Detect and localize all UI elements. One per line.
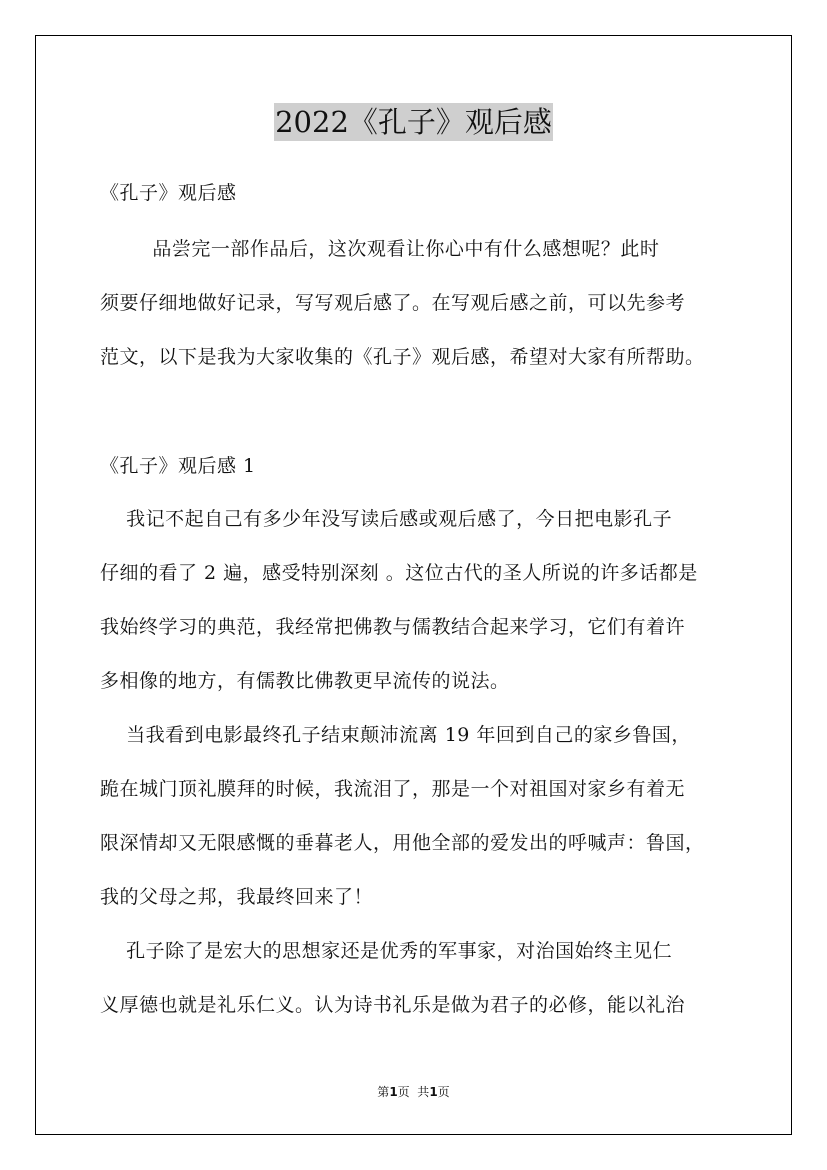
footer-total-pages: 1	[429, 1085, 438, 1099]
footer-suffix: 页	[437, 1085, 450, 1099]
paragraph-line: 限深情却又无限感慨的垂暮老人，用他全部的爱发出的呼喊声：鲁国，	[100, 832, 705, 854]
paragraph-line: 品尝完一部作品后，这次观看让你心中有什么感想呢？此时	[100, 238, 660, 260]
section-heading: 《孔子》观后感	[100, 182, 237, 204]
footer-prefix: 第	[377, 1085, 390, 1099]
section-heading: 《孔子》观后感 1	[100, 455, 256, 477]
title-wrap	[0, 103, 827, 141]
paragraph-line: 孔子除了是宏大的思想家还是优秀的军事家，对治国始终主见仁	[100, 940, 673, 962]
paragraph-line: 须要仔细地做好记录，写写观后感了。在写观后感之前，可以先参考	[100, 292, 686, 314]
paragraph-line: 多相像的地方，有儒教比佛教更早流传的说法。	[100, 670, 510, 692]
footer-current-page: 1	[389, 1085, 398, 1099]
paragraph-line: 仔细的看了 2 遍，感受特别深刻 。这位古代的圣人所说的许多话都是	[100, 562, 698, 584]
paragraph-line: 跪在城门顶礼膜拜的时候，我流泪了，那是一个对祖国对家乡有着无	[100, 778, 686, 800]
document-title: 2022《孔子》观后感	[275, 105, 552, 139]
paragraph-line: 我的父母之邦，我最终回来了！	[100, 886, 374, 908]
page-footer	[0, 1084, 827, 1100]
paragraph-line: 我始终学习的典范，我经常把佛教与儒教结合起来学习，它们有着许	[100, 616, 686, 638]
paragraph-line: 义厚德也就是礼乐仁义。认为诗书礼乐是做为君子的必修，能以礼治	[100, 994, 686, 1016]
paragraph-line: 我记不起自己有多少年没写读后感或观后感了，今日把电影孔子	[100, 508, 673, 530]
paragraph-line: 当我看到电影最终孔子结束颠沛流离 19 年回到自己的家乡鲁国，	[100, 724, 691, 746]
footer-mid: 页 共	[397, 1085, 430, 1099]
paragraph-line: 范文，以下是我为大家收集的《孔子》观后感，希望对大家有所帮助。	[100, 346, 705, 368]
